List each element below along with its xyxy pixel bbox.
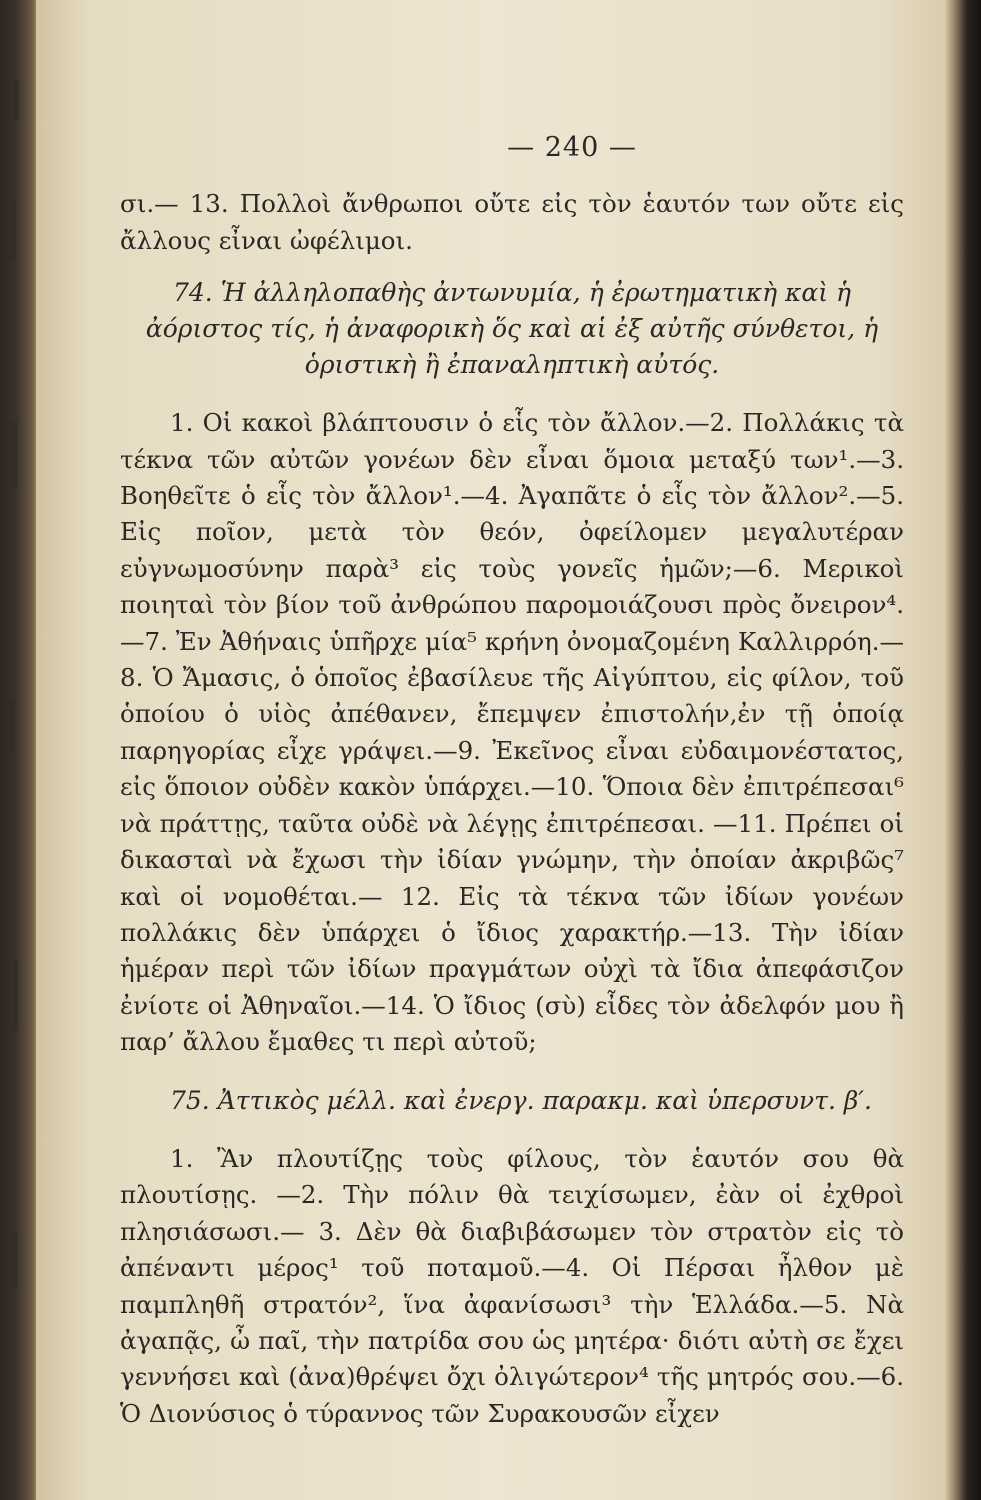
page-number: — 240 — <box>507 132 637 163</box>
next-page-edge <box>945 0 981 1500</box>
book-binding-edge <box>0 0 40 1500</box>
page-content <box>120 130 904 1432</box>
binding-mark <box>9 700 15 750</box>
binding-mark <box>11 1230 17 1290</box>
section-75-body: 1. Ἂν πλουτίζῃς τοὺς φίλους, τὸν ἑαυτόν σου θὰ πλουτίσῃς. —2. Τὴν πόλιν θὰ τειχίσωμεν, ἐὰν οἱ ἐχθροὶ πλησιάσωσι.— 3. Δὲν θὰ διαβιβάσωμεν τὸν στρατὸν εἰς τὸ ἀπέναντι μέρος¹ τοῦ ποταμοῦ.—4. Οἱ Πέρσαι ἦλθον μὲ παμπληθῆ στρατόν², ἵνα ἀφανίσωσι³ τὴν Ἑλλάδα.—5. Νὰ ἀγαπᾷς, ὦ παῖ, τὴν πατρίδα σου ὡς μητέρα· διότι αὐτὴ σε ἔχει γεννήσει καὶ (ἀνα)θρέψει ὄχι ὀλιγώτερον⁴ τῆς μητρός σου.—6. Ὁ Διονύσιος ὁ τύραννος τῶν Συρακουσῶν εἶχεν <box>120 1143 904 1428</box>
continuation-paragraph: σι.— 13. Πολλοὶ ἄνθρωποι οὔτε εἰς τὸν ἑαυτόν των οὔτε εἰς ἄλλους εἶναι ὠφέλιμοι. <box>120 189 904 255</box>
section-74-heading <box>120 275 904 383</box>
section-75-heading <box>120 1083 904 1119</box>
section-75-number: 75. <box>170 1085 210 1115</box>
binding-mark <box>14 80 19 120</box>
binding-mark <box>10 200 16 260</box>
section-74-title: Ἡ ἀλληλοπαθὴς ἀντωνυμία, ἡ ἐρωτηματικὴ καὶ ἡ ἀόριστος τίς, ἡ ἀναφορικὴ ὅς καὶ αἱ ἐξ αὐτῆς σύνθετοι, ἡ ὁριστικὴ ἢ ἐπαναληπτικὴ αὐτός. <box>145 278 879 380</box>
binding-mark <box>13 960 18 1030</box>
page <box>36 0 948 1500</box>
section-74-number: 74. <box>172 278 213 308</box>
section-75-title: Ἀττικὸς μέλλ. καὶ ἐνεργ. παρακμ. καὶ ὑπερσυντ. β′. <box>217 1085 872 1115</box>
section-74-body: 1. Οἱ κακοὶ βλάπτουσιν ὁ εἷς τὸν ἄλλον.—2. Πολλάκις τὰ τέκνα τῶν αὐτῶν γονέων δὲν εἶναι ὅμοια μεταξύ των¹.—3. Βοηθεῖτε ὁ εἷς τὸν ἄλλον¹.—4. Ἀγαπᾶτε ὁ εἷς τὸν ἄλλον².—5. Εἰς ποῖον, μετὰ τὸν θεόν, ὀφείλομεν μεγαλυτέραν εὐγνωμοσύνην παρὰ³ εἰς τοὺς γονεῖς ἡμῶν;—6. Μερικοὶ ποιηταὶ τὸν βίον τοῦ ἀνθρώπου παρομοιάζουσι πρὸς ὄνειρον⁴.—7. Ἐν Ἀθήναις ὑπῆρχε μία⁵ κρήνη ὀνομαζομένη Καλλιρρόη.—8. Ὁ Ἄμασις, ὁ ὁποῖος ἐβασίλευε τῆς Αἰγύπτου, εἰς φίλον, τοῦ ὁποίου ὁ υἱὸς ἀπέθανεν, ἔπεμψεν ἐπιστολήν,ἐν τῇ ὁποίᾳ παρηγορίας εἶχε γράψει.—9. Ἐκεῖνος εἶναι εὐδαιμονέστατος, εἰς ὅποιον οὐδὲν κακὸν ὑπάρχει.—10. Ὅποια δὲν ἐπιτρέπεσαι⁶ νὰ πράττῃς, ταῦτα οὐδὲ νὰ λέγῃς ἐπιτρέπεσαι. —11. Πρέπει οἱ δικασταὶ νὰ ἔχωσι τὴν ἰδίαν γνώμην, τὴν ὁποίαν ἀκριβῶς⁷ καὶ οἱ νομοθέται.— 12. Εἰς τὰ τέκνα τῶν ἰδίων γονέων πολλάκις δὲν ὑπάρχει ὁ ἴδιος χαρακτήρ.—13. Τὴν ἰδίαν ἡμέραν περὶ τῶν ἰδίων πραγμάτων οὐχὶ τὰ ἴδια ἀπεφάσιζον ἐνίοτε οἱ Ἀθηναῖοι.—14. Ὁ ἴδιος (σὺ) εἶδες τὸν ἀδελφόν μου ἢ παρ’ ἄλλου ἔμαθες τι περὶ αὐτοῦ; <box>120 408 904 1057</box>
binding-mark <box>12 420 17 490</box>
